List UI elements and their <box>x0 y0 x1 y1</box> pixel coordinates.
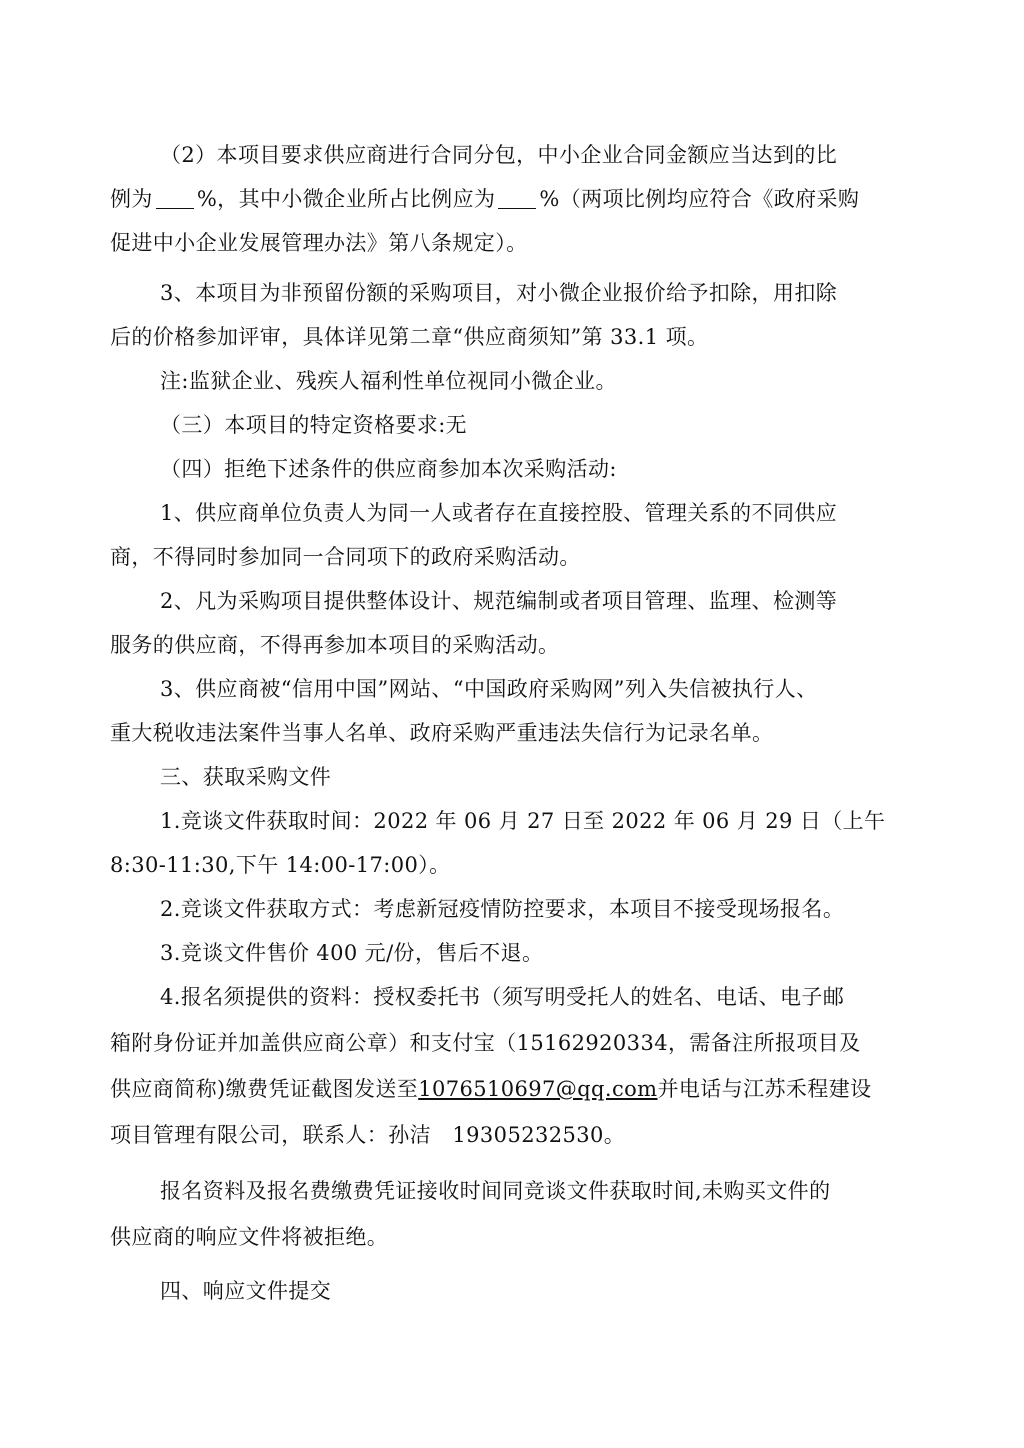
acquisition-time-line1: 1.竞谈文件获取时间：2022 年 06 月 27 日至 2022 年 06 月 29 日（上午 <box>160 809 886 833</box>
note-line: 注:监狱企业、残疾人福利性单位视同小微企业。 <box>160 369 617 393</box>
rejection-item-1-line2: 商，不得同时参加同一合同项下的政府采购活动。 <box>110 545 581 569</box>
acquisition-method: 2.竞谈文件获取方式：考虑新冠疫情防控要求，本项目不接受现场报名。 <box>160 897 845 921</box>
section-heading-4: 四、响应文件提交 <box>160 1279 332 1303</box>
text-segment: 供应商简称)缴费凭证截图发送至 <box>110 1077 419 1101</box>
rejection-item-2-line2: 服务的供应商，不得再参加本项目的采购活动。 <box>110 633 560 657</box>
section-heading-3: 三、获取采购文件 <box>160 765 332 789</box>
paragraph-subcontract-line3: 促进中小企业发展管理办法》第八条规定）。 <box>110 231 528 255</box>
email-link[interactable]: 1076510697@qq.com <box>418 1077 658 1101</box>
registration-materials-line2: 箱附身份证并加盖供应商公章）和支付宝（15162920334，需备注所报项目及 <box>110 1031 861 1055</box>
registration-materials-line3 <box>110 1075 872 1103</box>
paragraph-price-deduction-line2: 后的价格参加评审，具体详见第二章“供应商须知”第 33.1 项。 <box>110 325 709 349</box>
paragraph-subcontract-line1: （2）本项目要求供应商进行合同分包，中小企业合同金额应当达到的比 <box>160 143 838 167</box>
rejection-item-3-line2: 重大税收违法案件当事人名单、政府采购严重违法失信行为记录名单。 <box>110 721 774 745</box>
receipt-time-line1: 报名资料及报名费缴费凭证接收时间同竞谈文件获取时间,未购买文件的 <box>160 1179 831 1203</box>
text-segment: %（两项比例均应符合《政府采购 <box>539 187 860 211</box>
rejection-item-1-line1: 1、供应商单位负责人为同一人或者存在直接控股、管理关系的不同供应 <box>160 501 838 525</box>
paragraph-price-deduction-line1: 3、本项目为非预留份额的采购项目，对小微企业报价给予扣除，用扣除 <box>160 281 838 305</box>
registration-materials-line4: 项目管理有限公司，联系人：孙洁 19305232530。 <box>110 1123 626 1147</box>
text-segment: 并电话与江苏禾程建设 <box>657 1077 872 1101</box>
blank-field <box>498 188 536 209</box>
document-price: 3.竞谈文件售价 400 元/份，售后不退。 <box>160 941 544 965</box>
text-segment: 例为 <box>110 187 153 211</box>
paragraph-subcontract-line2 <box>110 185 859 213</box>
blank-field <box>156 188 194 209</box>
receipt-time-line2: 供应商的响应文件将被拒绝。 <box>110 1225 389 1249</box>
section-qualification: （三）本项目的特定资格要求:无 <box>160 413 468 437</box>
rejection-item-3-line1: 3、供应商被“信用中国”网站、“中国政府采购网”列入失信被执行人、 <box>160 677 818 701</box>
text-segment: %，其中小微企业所占比例应为 <box>196 187 496 211</box>
registration-materials-line1: 4.报名须提供的资料：授权委托书（须写明受托人的姓名、电话、电子邮 <box>160 985 845 1009</box>
acquisition-time-line2: 8:30-11:30,下午 14:00-17:00）。 <box>110 853 451 877</box>
section-rejection: （四）拒绝下述条件的供应商参加本次采购活动: <box>160 457 617 481</box>
rejection-item-2-line1: 2、凡为采购项目提供整体设计、规范编制或者项目管理、监理、检测等 <box>160 589 838 613</box>
